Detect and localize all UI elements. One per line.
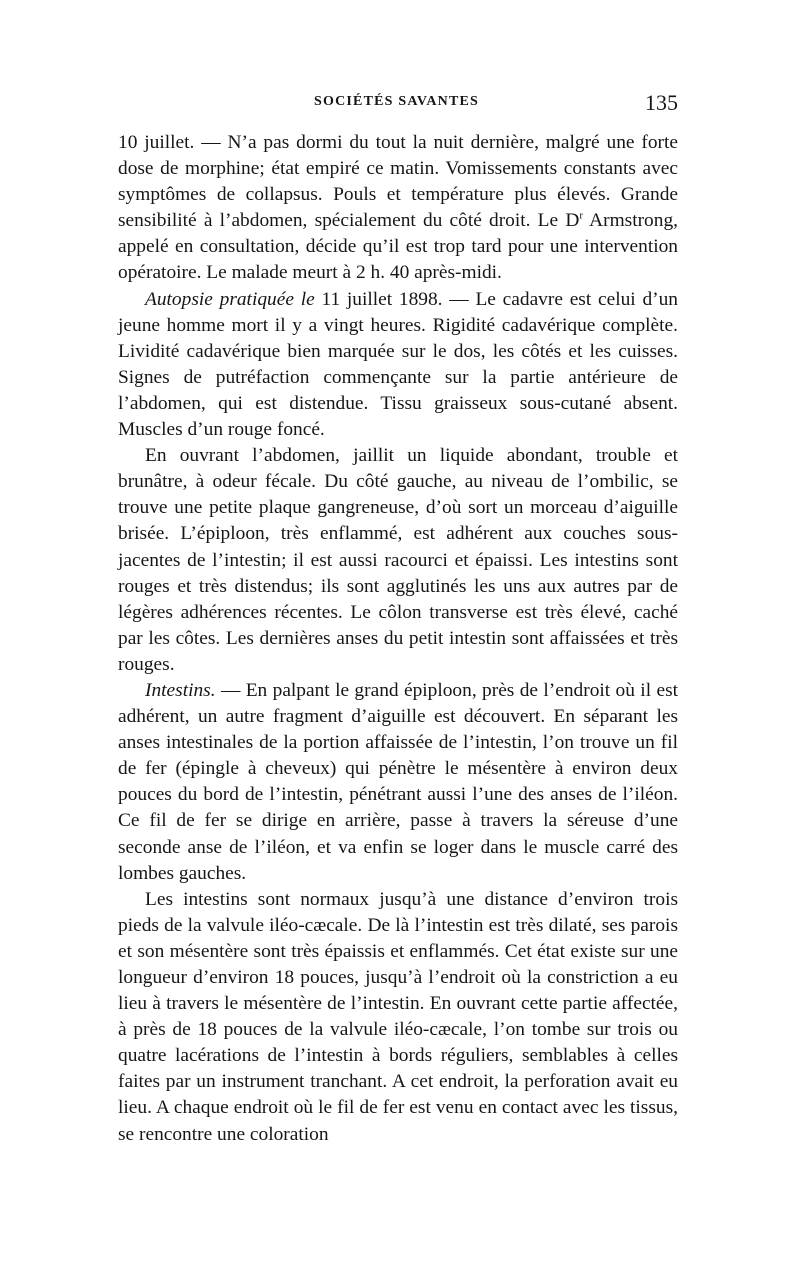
page (118, 92, 678, 1148)
running-head: SOCIÉTÉS SAVANTES (314, 94, 480, 109)
paragraph-1 (118, 130, 678, 287)
paragraph-4 (118, 678, 678, 887)
paragraph-1-superscript: r (579, 209, 583, 222)
paragraph-4-text: — En palpant le grand épiploon, près de l’endroit où il est adhérent, un autre fragment d’aiguille est découvert. En séparant les anses intestinales de la portion affaissée de l’intestin, l’on trouve un fil de fer (épingle à cheveux) qui pénètre le mésentère à environ deux pouces du bord de l’intestin, pénétrant aussi l’une des anses de l’iléon. Ce fil de fer se dirige en arrière, passe à travers la séreuse d’une seconde anse de l’iléon, et va enfin se loger dans le muscle carré des lombes gauches. (118, 679, 678, 884)
page-number: 135 (645, 90, 678, 115)
body-text (118, 130, 678, 1148)
paragraph-5 (118, 887, 678, 1148)
paragraph-2-lead: Autopsie pratiquée le (145, 288, 315, 310)
paragraph-2 (118, 287, 678, 444)
paragraph-1-text-after: Armstrong, appelé en consultation, décide qu’il est trop tard pour une intervention opératoire. Le malade meurt à 2 h. 40 après-midi. (118, 210, 678, 284)
paragraph-5-text: Les intestins sont normaux jusqu’à une distance d’environ trois pieds de la valvule iléo-cæcale. De là l’intestin est très dilaté, ses parois et son mésentère sont très épaissis et enflammés. Cet état existe sur une longueur d’environ 18 pouces, jusqu’à l’endroit où la constriction a eu lieu à travers le mésentère de l’intestin. En ouvrant cette partie affectée, à près de 18 pouces de la valvule iléo-cæcale, l’on tombe sur trois ou quatre lacérations de l’intestin à bords réguliers, semblables à celles faites par un instrument tranchant. A cet endroit, la perforation avait eu lieu. A chaque endroit où le fil de fer est venu en contact avec les tissus, se rencontre une coloration (118, 888, 678, 1145)
paragraph-3-text: En ouvrant l’abdomen, jaillit un liquide abondant, trouble et brunâtre, à odeur fécale. Du côté gauche, au niveau de l’ombilic, se trouve une petite plaque gangreneuse, d’où sort un morceau d’aiguille brisée. L’épiploon, très enflammé, est adhérent aux couches sous-jacentes de l’intestin; il est aussi racourci et épaissi. Les intestins sont rouges et très distendus; ils sont agglutinés les uns aux autres par de légères adhérences récentes. Le côlon transverse est très élevé, caché par les côtes. Les dernières anses du petit intestin sont affaissées et très rouges. (118, 445, 678, 675)
paragraph-4-lead: Intestins. (145, 679, 216, 701)
paragraph-3 (118, 443, 678, 678)
paragraph-2-text: 11 juillet 1898. — Le cadavre est celui d’un jeune homme mort il y a vingt heures. Rigidité cadavérique complète. Lividité cadavérique bien marquée sur le dos, les côtés et les cuisses. Signes de putréfaction commençante sur la partie antérieure de l’abdomen, qui est distendue. Tissu graisseux sous-cutané absent. Muscles d’un rouge foncé. (118, 288, 678, 441)
page-header (118, 92, 678, 120)
paragraph-1-text: 10 juillet. — N’a pas dormi du tout la nuit dernière, malgré une forte dose de morphine; état empiré ce matin. Vomissements constants avec symptômes de collapsus. Pouls et température plus élevés. Grande sensibilité à l’abdomen, spécialement du côté droit. Le D (118, 132, 678, 232)
